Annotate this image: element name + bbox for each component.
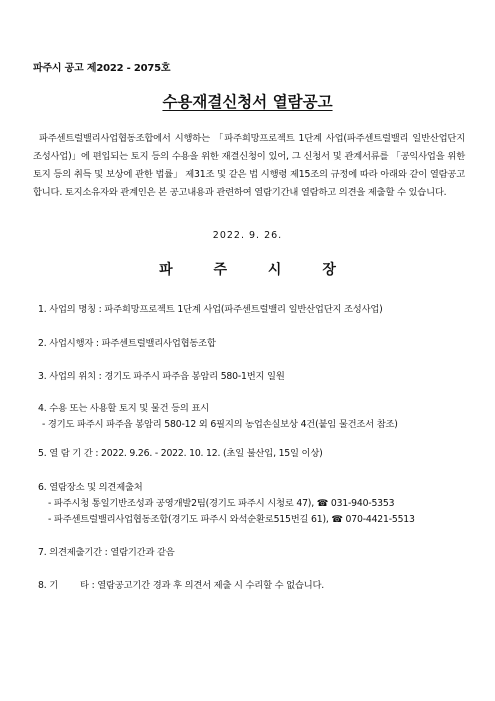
notice-number: 파주시 공고 제2022 - 2075호 [33, 63, 171, 74]
document-title [0, 90, 495, 112]
document-title-text: 수용재결신청서 열람공고 [162, 93, 333, 111]
item-period: 5. 열 람 기 간 : 2022. 9.26. - 2022. 10. 12. (초일 불산입, 15일 이상) [38, 448, 323, 459]
intro-paragraph [33, 130, 465, 202]
item-land-display-title: 4. 수용 또는 사용할 토지 및 물건 등의 표시 [38, 403, 210, 414]
item-operator: 2. 사업시행자 : 파주센트럴밸리사업협동조합 [38, 338, 216, 349]
item-land-display [38, 401, 478, 433]
item-project-name: 1. 사업의 명칭 : 파주희망프로젝트 1단계 사업(파주센트럴밸리 일반산업단지 조성사업) [38, 304, 383, 315]
item-venue-cooperative: - 파주센트럴밸리사업협동조합(경기도 파주시 와석순환로515번길 61), ☎ 070-4421-5513 [48, 514, 415, 525]
item-venue-city-hall: - 파주시청 통일기반조성과 공영개발2팀(경기도 파주시 시청로 47), ☎ 031-940-5353 [48, 498, 395, 509]
item-venue [38, 480, 478, 528]
item-land-display-detail: - 경기도 파주시 파주읍 봉암리 580-12 외 6필지의 농업손실보상 4건(붙임 물건조서 참조) [42, 419, 398, 430]
item-other: 8. 기 타 : 열람공고기간 경과 후 의견서 제출 시 수리할 수 없습니다. [38, 580, 325, 591]
intro-text: 파주센트럴밸리사업협동조합에서 시행하는 「파주희망프로젝트 1단계 사업(파주센트럴밸리 일반산업단지 조성사업)」에 편입되는 토지 등의 수용을 위한 재결신청이 있어, 그 신청서 및 관계서류를 「공익사업을 위한 토지 등의 취득 및 보상에 관한 법률」 제31조 및 같은 법 시행령 제15조의 규정에 따라 아래와 같이 열람공고 합니다. 토지소유자와 관계인은 본 공고내용과 관련하여 열람기간내 열람하고 의견을 제출할 수 있습니다. [33, 133, 465, 198]
item-location: 3. 사업의 위치 : 경기도 파주시 파주읍 봉암리 580-1번지 일원 [38, 371, 285, 382]
issuer-signature: 파 주 시 장 [159, 262, 336, 278]
item-venue-title: 6. 열람장소 및 의견제출처 [38, 482, 143, 493]
notice-date: 2022. 9. 26. [212, 230, 283, 241]
item-opinion-period: 7. 의견제출기간 : 열람기간과 같음 [38, 547, 175, 558]
